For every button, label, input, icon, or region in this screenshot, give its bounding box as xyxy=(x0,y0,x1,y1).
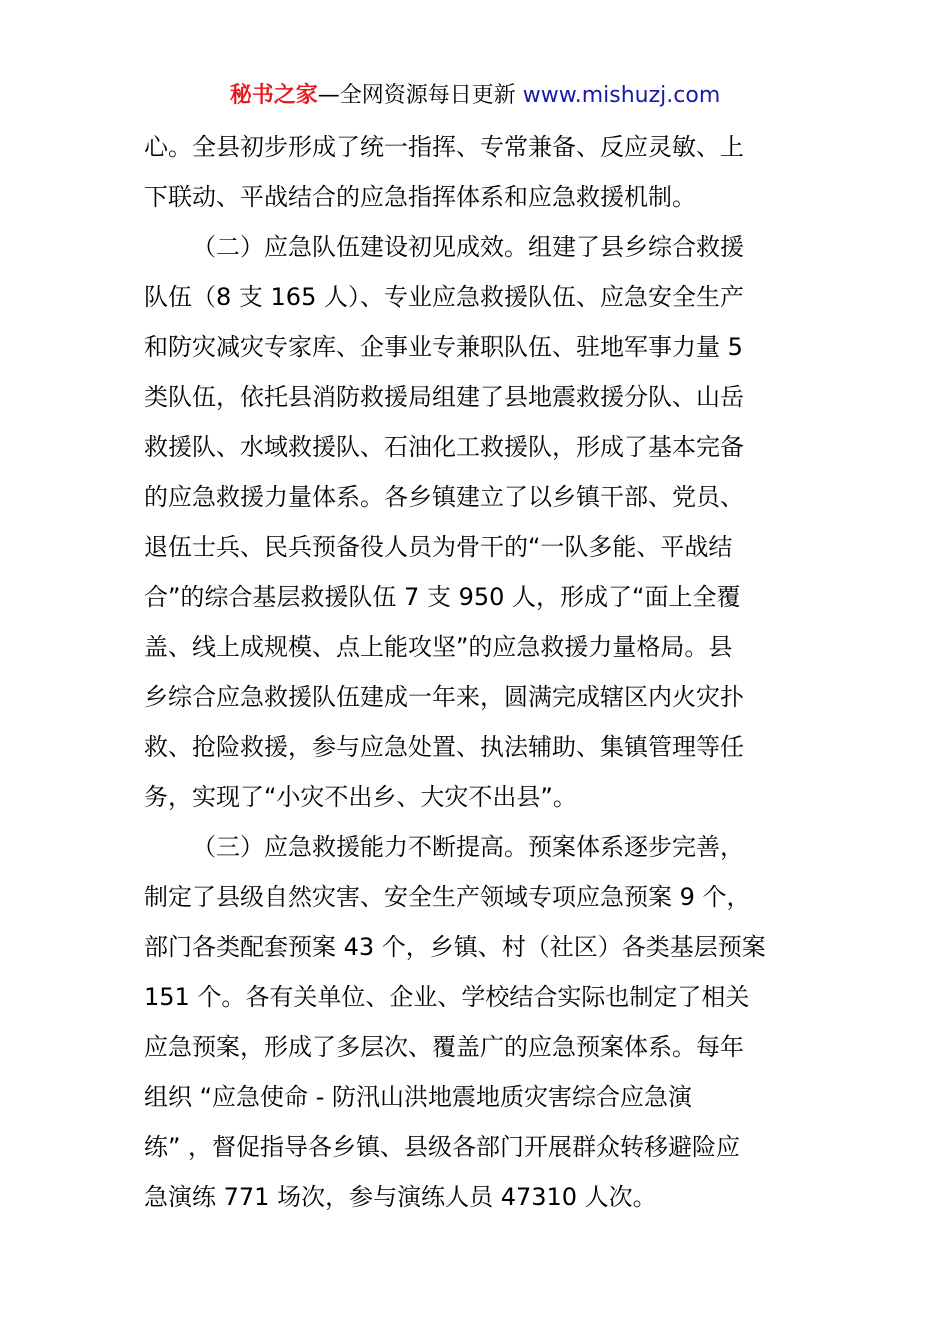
text-line: 的应急救援力量体系。各乡镇建立了以乡镇干部、党员、 xyxy=(144,483,744,511)
text-line: 部门各类配套预案 43 个，乡镇、村（社区）各类基层预案 xyxy=(144,933,766,961)
text-line: 和防灾减灾专家库、企事业专兼职队伍、驻地军事力量 5 xyxy=(144,333,743,361)
text-line: 心。全县初步形成了统一指挥、专常兼备、反应灵敏、上 xyxy=(144,133,744,161)
text-line: 应急预案，形成了多层次、覆盖广的应急预案体系。每年 xyxy=(144,1033,744,1061)
text-line: 乡综合应急救援队伍建成一年来，圆满完成辖区内火灾扑 xyxy=(144,683,744,711)
document-body xyxy=(144,122,808,1222)
text-line: 类队伍，依托县消防救援局组建了县地震救援分队、山岳 xyxy=(144,383,744,411)
text-line: 合”的综合基层救援队伍 7 支 950 人，形成了“面上全覆 xyxy=(144,583,741,611)
text-line: 组织 “应急使命 - 防汛山洪地震地质灾害综合应急演 xyxy=(144,1083,692,1111)
text-line: 制定了县级自然灾害、安全生产领域专项应急预案 9 个， xyxy=(144,883,751,911)
text-line: 救援队、水域救援队、石油化工救援队，形成了基本完备 xyxy=(144,433,744,461)
site-url: www.mishuzj.com xyxy=(522,83,721,108)
paragraph-heading-2: （二）应急队伍建设初见成效。组建了县乡综合救援 xyxy=(192,233,744,261)
text-line: 救、抢险救援，参与应急处置、执法辅助、集镇管理等任 xyxy=(144,733,744,761)
header-slogan: —全网资源每日更新 xyxy=(317,83,516,108)
text-line: 急演练 771 场次，参与演练人员 47310 人次。 xyxy=(144,1183,657,1211)
text-line: 队伍（8 支 165 人）、专业应急救援队伍、应急安全生产 xyxy=(144,283,744,311)
text-line: 退伍士兵、民兵预备役人员为骨干的“一队多能、平战结 xyxy=(144,533,733,561)
text-line: 盖、线上成规模、点上能攻坚”的应急救援力量格局。县 xyxy=(144,633,733,661)
brand-name: 秘书之家 xyxy=(229,83,318,108)
text-line: 151 个。各有关单位、企业、学校结合实际也制定了相关 xyxy=(144,983,750,1011)
text-line: 下联动、平战结合的应急指挥体系和应急救援机制。 xyxy=(144,183,696,211)
page-header xyxy=(0,80,950,112)
paragraph-heading-3: （三）应急救援能力不断提高。预案体系逐步完善， xyxy=(192,833,744,861)
text-line: 练” ，督促指导各乡镇、县级各部门开展群众转移避险应 xyxy=(144,1133,741,1161)
text-line: 务，实现了“小灾不出乡、大灾不出县”。 xyxy=(144,783,577,811)
